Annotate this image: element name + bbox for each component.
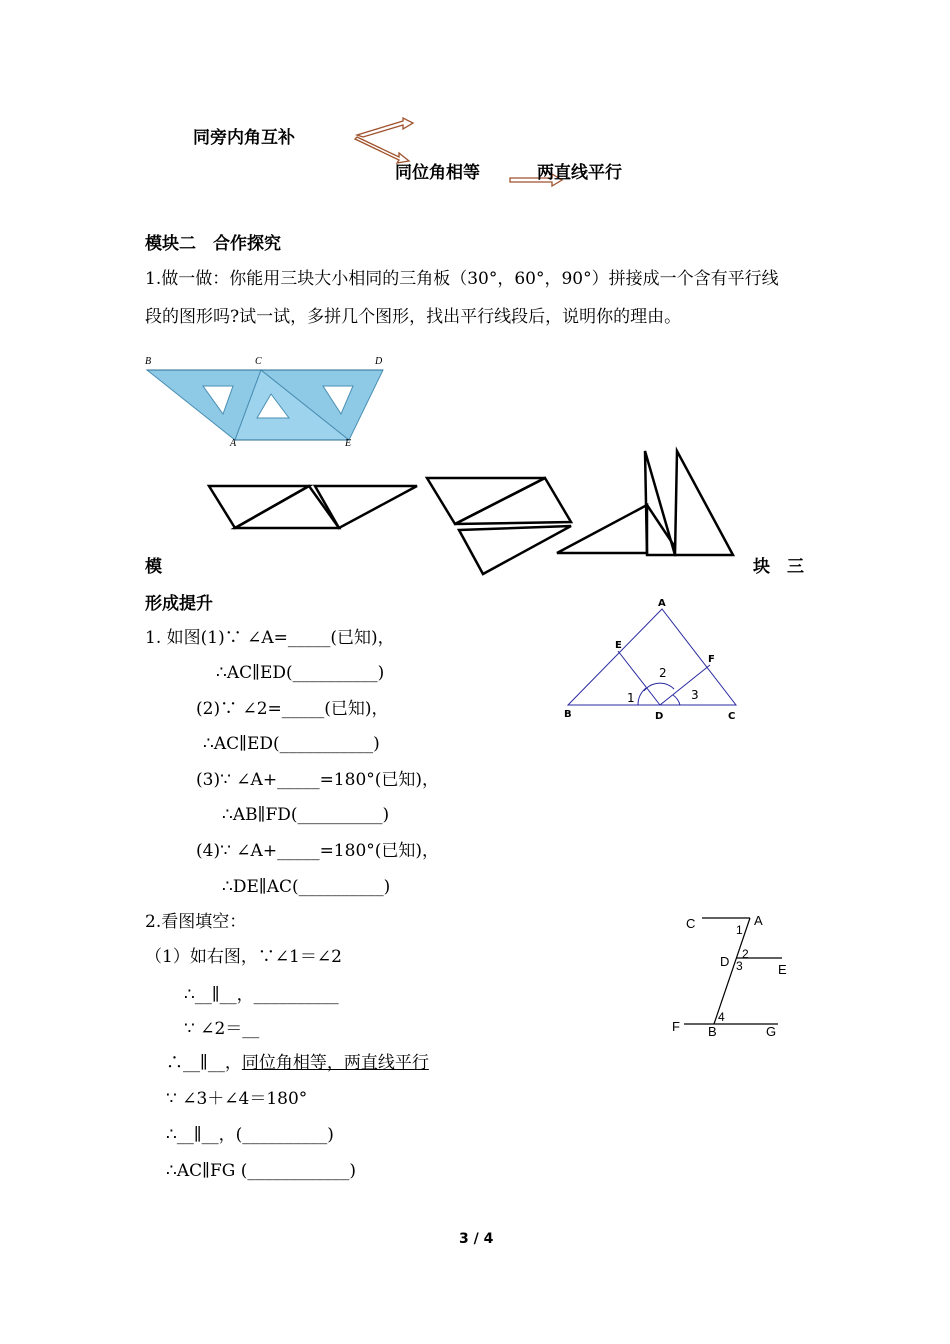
fig2-label-f: F — [672, 1019, 680, 1034]
photo-label-d: D — [375, 356, 383, 367]
triangle-arrangement-1 — [205, 480, 425, 540]
fig2-label-g: G — [766, 1024, 777, 1039]
fig2-label-d: D — [720, 954, 730, 969]
q1-line5: (3)∵ ∠A+_____=180°(已知)， — [196, 770, 440, 790]
fig1-label-d: D — [655, 711, 664, 722]
q1-line1: 1. 如图(1)∵ ∠A=_____(已知)， — [145, 628, 395, 648]
photo-label-e: E — [345, 438, 352, 449]
q2-title: 2.看图填空： — [145, 912, 247, 932]
fig1-label-b: B — [564, 709, 572, 720]
parallel-lines-text: 两直线平行 — [537, 163, 622, 183]
q2-line4 — [166, 1052, 429, 1074]
fig2-label-b: B — [708, 1024, 717, 1039]
q1-line3: (2)∵ ∠2=_____(已知)， — [196, 699, 389, 719]
q2-line4-prefix: ∴__∥__， — [166, 1053, 242, 1073]
module3-heading-left: 模 — [145, 557, 162, 577]
q2-line7: ∴AC∥FG (____________) — [166, 1161, 356, 1181]
photo-label-b: B — [145, 356, 152, 367]
q1-line4: ∴AC∥ED(___________) — [203, 734, 380, 754]
arrows-diagram — [355, 115, 435, 165]
triangle-arrangement-3 — [555, 447, 745, 562]
fig2-angle-4: 4 — [718, 1010, 725, 1024]
q2-line3: ∵ ∠2＝__ — [184, 1019, 260, 1039]
fig1-label-a: A — [658, 598, 666, 609]
q2-line2: ∴__∥__，__________ — [184, 985, 339, 1005]
module2-q1-line1: 1.做一做：你能用三块大小相同的三角板（30°，60°，90°）拼接成一个含有平行线 — [145, 269, 779, 289]
q1-line2: ∴AC∥ED(__________) — [216, 663, 385, 683]
fig2-label-a: A — [754, 913, 763, 928]
module3-heading-right: 块 三 — [753, 557, 804, 577]
fig1-label-f: F — [708, 654, 715, 665]
module2-q1-line2: 段的图形吗?试一试，多拼几个图形，找出平行线段后，说明你的理由。 — [145, 307, 682, 327]
parallel-lines-figure — [670, 908, 800, 1043]
triangle-figure-1 — [560, 595, 760, 725]
photo-label-c: C — [255, 356, 262, 367]
fig1-angle-1: 1 — [627, 691, 635, 705]
fig1-label-c: C — [728, 711, 736, 722]
fig1-label-e: E — [615, 640, 622, 651]
q2-line6: ∴__∥__，(__________) — [166, 1125, 334, 1145]
q1-line6: ∴AB∥FD(__________) — [222, 805, 390, 825]
fig2-label-c: C — [686, 916, 696, 931]
page-number: 3 / 4 — [459, 1231, 494, 1247]
fig2-angle-3: 3 — [736, 959, 743, 973]
q2-line1: （1）如右图，∵∠1＝∠2 — [145, 947, 342, 967]
same-side-interior-text: 同旁内角互补 — [193, 128, 295, 148]
corresponding-angles-text: 同位角相等 — [395, 163, 480, 183]
fig2-angle-1: 1 — [736, 923, 743, 937]
fig1-angle-2: 2 — [659, 666, 667, 680]
fig2-label-e: E — [778, 962, 787, 977]
triangle-arrangement-2 — [425, 474, 575, 574]
photo-label-a: A — [230, 438, 237, 449]
fig2-angle-2: 2 — [742, 947, 749, 961]
q2-line4-reason: 同位角相等，两直线平行 — [241, 1053, 429, 1073]
module2-heading: 模块二 合作探究 — [145, 234, 281, 254]
q1-line7: (4)∵ ∠A+_____=180°(已知)， — [196, 841, 440, 861]
fig1-angle-3: 3 — [691, 688, 699, 702]
q1-line8: ∴DE∥AC(__________) — [222, 877, 391, 897]
q2-line5: ∵ ∠3＋∠4＝180° — [166, 1089, 308, 1109]
triangle-rulers-photo — [143, 352, 393, 447]
module3-heading-line2: 形成提升 — [145, 594, 213, 614]
